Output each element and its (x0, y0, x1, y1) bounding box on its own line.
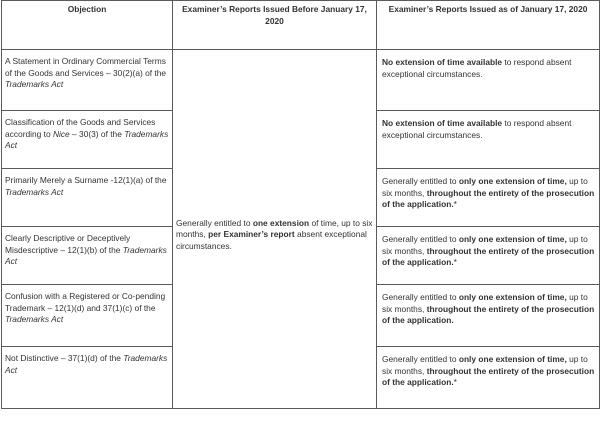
as-of-cell: Generally entitled to only one extension of time, up to six months, throughout the entirety of the prosecution of the application.* (377, 347, 600, 409)
objection-cell: Confusion with a Registered or Co-pending Trademark – 12(1)(d) and 37(1)(c) of the Trademarks Act (2, 285, 173, 347)
as-of-cell: Generally entitled to only one extension of time, up to six months, throughout the entirety of the prosecution of the application.* (377, 227, 600, 285)
header-before: Examiner’s Reports Issued Before January 17, 2020 (173, 1, 377, 50)
act-name: Trademarks Act (5, 128, 169, 150)
objection-cell: A Statement in Ordinary Commercial Terms of the Goods and Services – 30(2)(a) of the Trademarks Act (2, 50, 173, 111)
header-as-of: Examiner’s Reports Issued as of January 17, 2020 (377, 1, 600, 50)
objection-cell: Not Distinctive – 37(1)(d) of the Trademarks Act (2, 347, 173, 409)
header-row (2, 1, 600, 50)
objection-cell: Classification of the Goods and Services according to Nice – 30(3) of the Trademarks Act (2, 111, 173, 169)
objection-cell: Primarily Merely a Surname -12(1)(a) of the Trademarks Act (2, 169, 173, 227)
as-of-cell: No extension of time available to respond absent exceptional circumstances. (377, 50, 600, 111)
before-cell: Generally entitled to one extension of time, up to six months, per Examiner’s report absent exceptional circumstances. (173, 50, 377, 409)
act-name: Trademarks Act (5, 244, 167, 266)
as-of-cell: Generally entitled to only one extension of time, up to six months, throughout the entirety of the prosecution of the application.* (377, 169, 600, 227)
act-name: Trademarks Act (5, 79, 64, 89)
act-name: Trademarks Act (5, 314, 64, 324)
as-of-cell: No extension of time available to respond absent exceptional circumstances. (377, 111, 600, 169)
header-objection: Objection (2, 1, 173, 50)
act-name: Trademarks Act (5, 353, 168, 375)
objections-table (1, 0, 600, 409)
table-row (2, 50, 600, 111)
act-name: Trademarks Act (5, 186, 64, 197)
as-of-cell: Generally entitled to only one extension of time, up to six months, throughout the entirety of the prosecution of the application. (377, 285, 600, 347)
objection-cell: Clearly Descriptive or Deceptively Misdescriptive – 12(1)(b) of the Trademarks Act (2, 227, 173, 285)
